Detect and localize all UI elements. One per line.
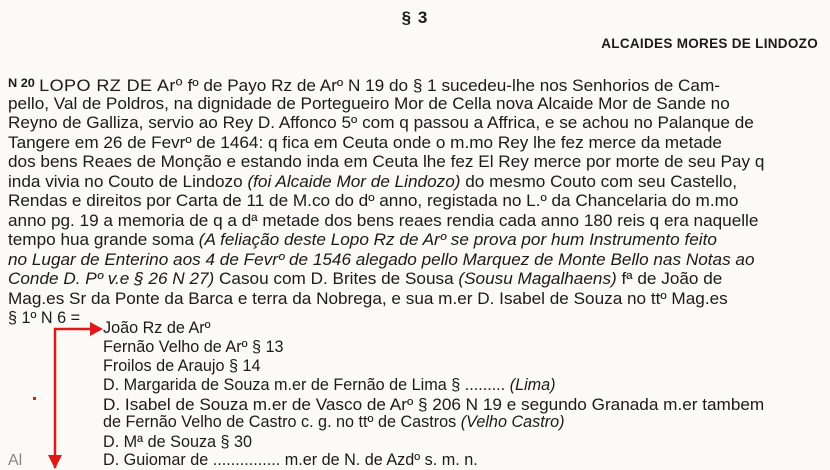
italic-note: (foi Alcaide Mor de Lindozo) <box>247 173 461 191</box>
text-run: inda vivia no Couto de Lindozo <box>8 173 248 191</box>
entry-name: LOPO RZ DE Arº <box>39 76 183 95</box>
italic-note: (Sousu Magalhaens) <box>458 270 617 288</box>
text-run: anno pg. 19 a memoria de q a dª metade dos bens reaes rendia cada anno 180 reis q era naquelle <box>8 212 759 230</box>
cut-off-line: Al <box>8 452 23 469</box>
text-run: do mesmo Couto com seu Castello, <box>460 173 738 191</box>
italic-note: no Lugar de Enterino aos 4 de Fevrº de 1546 alegado pello Marquez de Monte Bello nas Notas ao <box>8 251 755 269</box>
section-number: § 3 <box>401 8 429 27</box>
text-run: Mag.es Sr da Ponte da Barca e terra da Nobrega, e sua m.er D. Isabel de Souza no ttº Mag.es <box>8 290 728 308</box>
text-run: de Fernão Velho de Castro c. g. no ttº de Castros <box>103 413 461 431</box>
text-run: Casou com D. Brites de Sousa <box>214 270 459 288</box>
italic-note: (Lima) <box>509 376 556 394</box>
text-run: D. Guiomar de ............... m.er de N. de Azdº s. m. n. <box>103 451 478 469</box>
text-run: tempo hua grande soma <box>8 231 199 249</box>
text-run: Froilos de Araujo § 14 <box>103 357 261 375</box>
entry-number: N 20 <box>8 76 35 90</box>
text-run: dos bens Reaes de Monção e estando inda em Ceuta lhe fez El Rey merce por morte de seu Pay q <box>8 153 765 171</box>
italic-note: (A feliação deste Lopo Rz de Arº se prova por hum Instrumento feito <box>198 231 717 249</box>
italic-note: Conde D. Pº v.e § 26 N 27) <box>8 270 215 288</box>
text-run: D. Margarida de Souza m.er de Fernão de Lima § ......... <box>103 376 510 394</box>
text-run: fª de João de <box>616 270 723 288</box>
text-run: D. Isabel de Souza m.er de Vasco de Arº § 206 N 19 e segundo Granada m.er tambem <box>103 396 765 414</box>
text-run: Rendas e direitos por Carta de 11 de M.co do dº anno, registada no L.º da Chancelaria do m.mo <box>8 192 739 210</box>
italic-note: (Velho Castro) <box>460 413 565 431</box>
text-run: § 1º N 6 = <box>8 309 81 327</box>
text-run: fº de Payo Rz de Arº N 19 do § 1 sucedeu-lhe nos Senhorios de Cam- <box>182 77 720 95</box>
text-run: João Rz de Arº <box>103 319 211 337</box>
text-run: D. Mª de Souza § 30 <box>103 433 253 451</box>
page-heading: ALCAIDES MORES DE LINDOZO <box>601 36 818 51</box>
text-run: Reyno de Galliza, servio ao Rey D. Affonco 5º com q passou a Affrica, e se achou no Palanque de <box>8 114 754 132</box>
text-run: pello, Val de Poldros, na dignidade de Portegueiro Mor de Cella nova Alcaide Mor de Sande no <box>8 95 730 113</box>
text-run: Fernão Velho de Arº § 13 <box>103 338 284 356</box>
text-run: Tangere em 26 de Fevrº de 1464: q fica em Ceuta onde o m.mo Rey lhe fez merce da metade <box>8 134 722 152</box>
